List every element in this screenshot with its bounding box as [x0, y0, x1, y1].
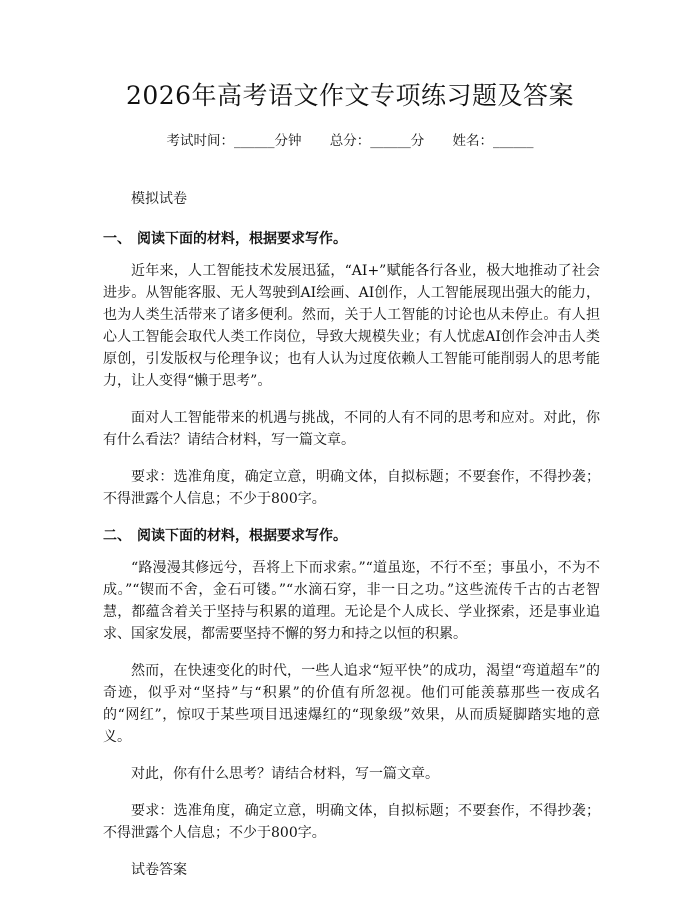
requirements-paragraph: 要求：选准角度，确定立意，明确文体，自拟标题；不要套作，不得抄袭；不得泄露个人信息；不少于800字。: [103, 803, 600, 841]
section-number: 二、: [103, 528, 131, 544]
mock-exam-label: 模拟试卷: [131, 191, 187, 207]
requirements-paragraph: 要求：选准角度，确定立意，明确文体，自拟标题；不要套作，不得抄袭；不得泄露个人信息；不少于800字。: [103, 469, 600, 507]
prompt-paragraph: 面对人工智能带来的机遇与挑战，不同的人有不同的思考和应对。对此，你有什么看法？请结合材料，写一篇文章。: [103, 410, 600, 448]
answer-label: 试卷答案: [131, 862, 187, 878]
material-paragraph: 然而，在快速变化的时代，一些人追求“短平快”的成功，渴望“弯道超车”的奇迹，似乎对“坚持”与“积累”的价值有所忽视。他们可能羡慕那些一夜成名的“网红”，惊叹于某些项目迅速爆红的“现象级”效果，从而质疑脚踏实地的意义。: [103, 663, 600, 745]
total-score-field: 总分：______分: [329, 133, 425, 149]
section-heading-text: 阅读下面的材料，根据要求写作。: [137, 528, 347, 544]
section-number: 一、: [103, 231, 131, 247]
question-section-1: [103, 228, 600, 510]
document-title: 2026年高考语文作文专项练习题及答案: [125, 81, 575, 110]
student-name-field: 姓名：______: [452, 133, 534, 149]
section-heading-text: 阅读下面的材料，根据要求写作。: [137, 231, 347, 247]
exam-info-line: [0, 130, 700, 152]
section-heading: [103, 228, 600, 250]
document-body: [103, 188, 600, 899]
question-section-2: [103, 525, 600, 844]
material-paragraph: “路漫漫其修远兮，吾将上下而求索。”“道虽迩，不行不至；事虽小，不为不成。”“锲而不舍，金石可镂。”“水滴石穿，非一日之功。”这些流传千古的古老智慧，都蕴含着关于坚持与积累的道理。无论是个人成长、学业探索，还是事业追求、国家发展，都需要坚持不懈的努力和持之以恒的积累。: [103, 560, 600, 642]
section-heading: [103, 525, 600, 547]
material-paragraph: 近年来，人工智能技术发展迅猛，“AI+”赋能各行各业，极大地推动了社会进步。从智能客服、无人驾驶到AI绘画、AI创作，人工智能展现出强大的能力，也为人类生活带来了诸多便利。然而，关于人工智能的讨论也从未停止。有人担心人工智能会取代人类工作岗位，导致大规模失业；有人忧虑AI创作会冲击人类原创，引发版权与伦理争议；也有人认为过度依赖人工智能可能削弱人的思考能力，让人变得“懒于思考”。: [103, 263, 600, 389]
prompt-paragraph: 对此，你有什么思考？请结合材料，写一篇文章。: [131, 766, 439, 782]
exam-time-field: 考试时间：______分钟: [166, 133, 302, 149]
